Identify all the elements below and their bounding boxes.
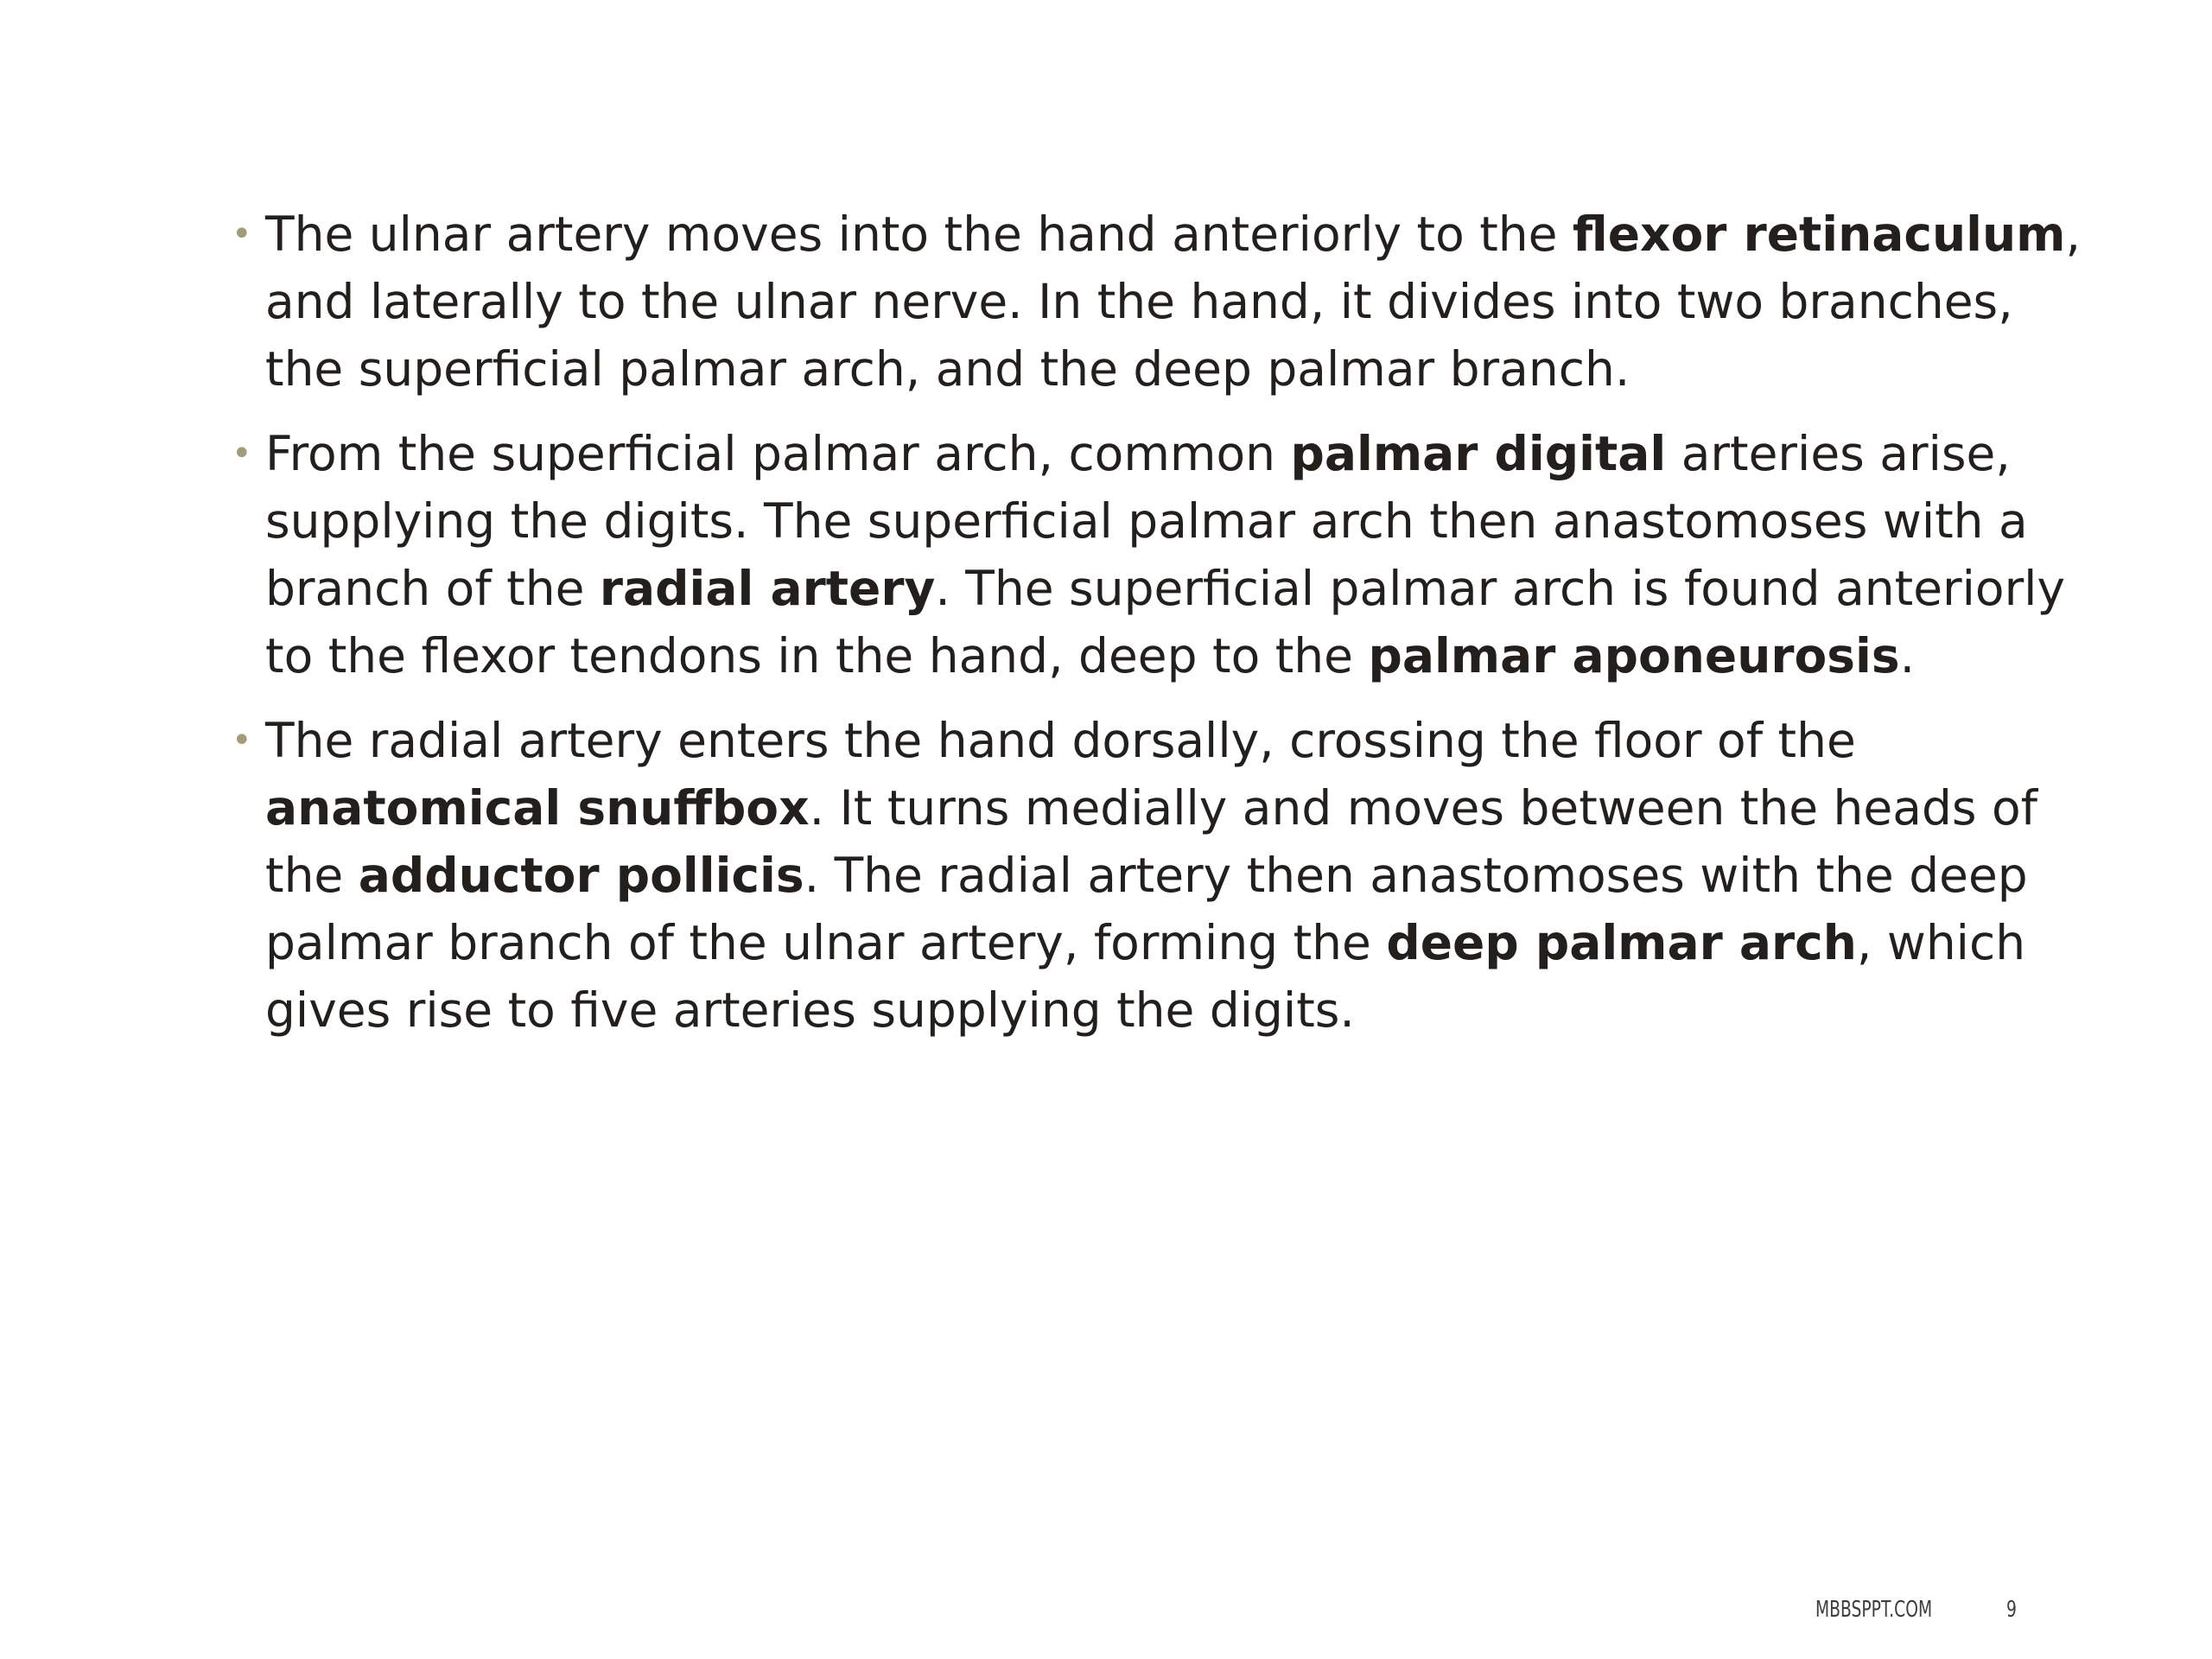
bold-term: flexor retinaculum <box>1572 207 2066 262</box>
bullet-item-ulnar-artery <box>226 200 2084 403</box>
bullet-text: The ulnar artery moves into the hand anteriorly to the <box>265 207 1573 262</box>
bullet-dot-icon: • <box>232 721 252 760</box>
bold-term: palmar aponeurosis <box>1368 628 1900 683</box>
bullet-text: , which gives rise to five arteries supplying the digits. <box>265 915 2026 1038</box>
bullet-text: . The radial artery then anastomoses with the deep palmar branch of the ulnar artery, forming the <box>265 848 2028 970</box>
bullet-text: The radial artery enters the hand dorsally, crossing the floor of the <box>265 713 1856 768</box>
bullet-text: . It turns medially and moves between the heads of the <box>265 780 2038 903</box>
bullet-text: arteries arise, supplying the digits. The superficial palmar arch then anastomoses with a branch of the <box>265 426 2028 616</box>
bullet-text: From the superficial palmar arch, common <box>265 426 1291 481</box>
bullet-text: , and laterally to the ulnar nerve. In the hand, it divides into two branches, the superficial palmar arch, and the deep palmar branch. <box>265 207 2081 397</box>
bold-term: anatomical snuffbox <box>265 780 810 836</box>
bold-term: palmar digital <box>1290 426 1667 481</box>
bold-term: radial artery <box>599 561 936 616</box>
bullet-text: . <box>1899 628 1916 683</box>
bullet-dot-icon: • <box>232 434 252 474</box>
bullet-list <box>226 200 2084 1061</box>
page-number: 9 <box>2006 1597 2017 1623</box>
footer-site: MBBSPPT.COM <box>1815 1597 1933 1623</box>
bullet-item-radial-artery <box>226 707 2084 1044</box>
bullet-item-superficial-arch <box>226 420 2084 690</box>
bold-term: adductor pollicis <box>358 848 804 903</box>
bullet-text: . The superficial palmar arch is found anteriorly to the flexor tendons in the hand, deep to the <box>265 561 2066 683</box>
bullet-dot-icon: • <box>232 214 252 254</box>
bold-term: deep palmar arch <box>1386 915 1857 970</box>
